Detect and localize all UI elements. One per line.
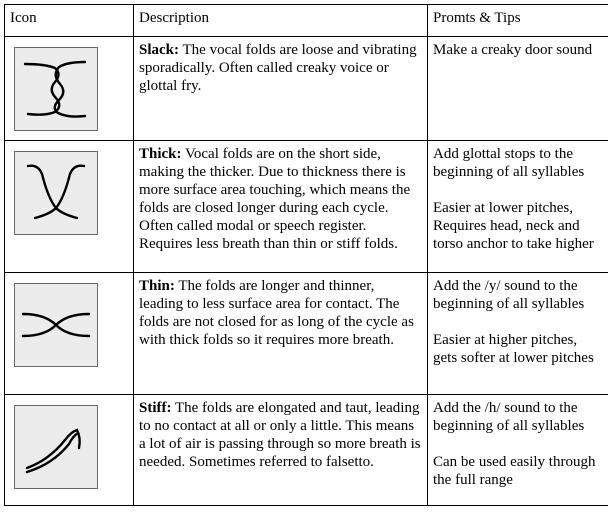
description-cell xyxy=(134,141,428,273)
icon-cell xyxy=(5,273,134,395)
tip-text: Add the /h/ sound to the beginning of all syllables xyxy=(433,400,585,434)
description-cell xyxy=(134,37,428,141)
header-description: Description xyxy=(134,5,428,37)
icon-cell xyxy=(5,141,134,273)
slack-folds-icon xyxy=(14,47,98,131)
vocal-fold-table xyxy=(4,4,608,506)
table-row-thick xyxy=(5,141,608,273)
description-cell xyxy=(134,273,428,395)
table-row-stiff xyxy=(5,395,608,506)
tip-text: Easier at higher pitches, gets softer at lower pitches xyxy=(433,332,594,366)
icon-cell xyxy=(5,395,134,506)
icon-cell xyxy=(5,37,134,141)
header-row xyxy=(5,5,608,37)
table-row-thin xyxy=(5,273,608,395)
stiff-folds-icon xyxy=(14,405,98,489)
tip-text: Make a creaky door sound xyxy=(433,42,593,58)
table-row-slack xyxy=(5,37,608,141)
term: Thick: xyxy=(139,146,182,162)
tip-text: Easier at lower pitches, Requires head, neck and torso anchor to take higher xyxy=(433,200,594,252)
description-text: The folds are elongated and taut, leading to no contact at all or only a little. This means a lot of air is passing through so more breath is needed. Sometimes referred to falsetto. xyxy=(139,400,421,470)
tips-cell xyxy=(428,395,608,506)
term: Thin: xyxy=(139,278,175,294)
description-text: The folds are longer and thinner, leading to less surface area for contact. The folds are not closed for as long of the cycle as with thick folds so it requires more breath. xyxy=(139,278,414,348)
header-tips: Promts & Tips xyxy=(428,5,608,37)
description-text: Vocal folds are on the short side, making the thicker. Due to thickness there is more surface area touching, which means the folds are closed longer during each cycle. Often called modal or speech register. Requires less breath than thin or stiff folds. xyxy=(139,146,411,252)
tip-text: Add glottal stops to the beginning of all syllables xyxy=(433,146,585,180)
thick-folds-icon xyxy=(14,151,98,235)
description-text: The vocal folds are loose and vibrating sporadically. Often called creaky voice or glottal fry. xyxy=(139,42,417,94)
description-cell xyxy=(134,395,428,506)
tips-cell xyxy=(428,273,608,395)
tips-cell xyxy=(428,141,608,273)
tip-text: Can be used easily through the full range xyxy=(433,454,596,488)
tip-text: Add the /y/ sound to the beginning of all syllables xyxy=(433,278,585,312)
tips-cell xyxy=(428,37,608,141)
thin-folds-icon xyxy=(14,283,98,367)
header-icon: Icon xyxy=(5,5,134,37)
term: Slack: xyxy=(139,42,180,58)
term: Stiff: xyxy=(139,400,172,416)
